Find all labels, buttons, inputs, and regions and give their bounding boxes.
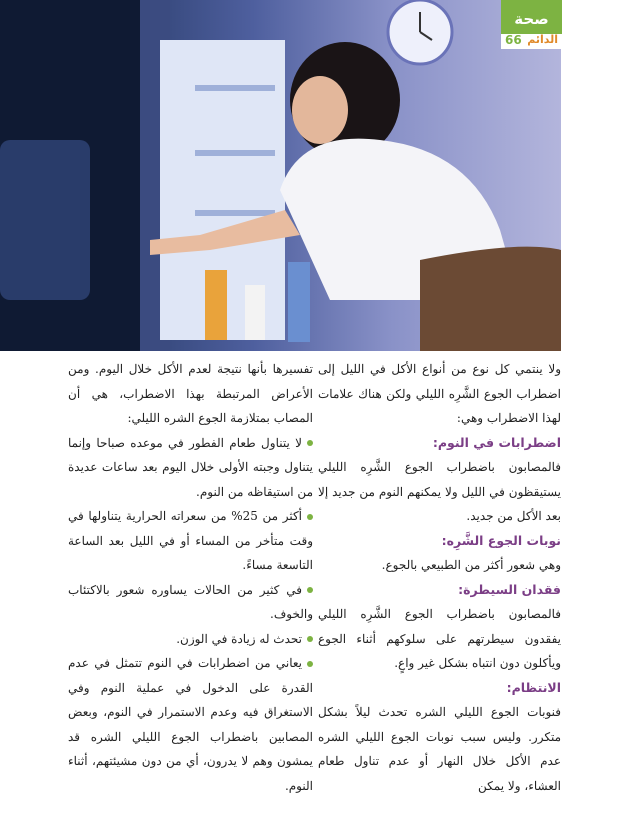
binge-episodes-body: وهي شعور أكثر من الطبيعي بالجوع. xyxy=(381,558,561,572)
loss-of-control-body: فالمصابون باضطراب الجوع الشَّرِه الليلي يفقدون سيطرتهم على سلوكهم أثناء الجوع ويأكلون دون انتباه بشكل غير واعٍ. xyxy=(318,607,561,670)
right-text-column xyxy=(318,357,561,798)
header-photo xyxy=(0,0,561,351)
section-label: صحة xyxy=(501,0,562,34)
sleep-disorders-heading: اضطرابات في النوم: xyxy=(432,434,561,450)
section-badge xyxy=(501,0,562,49)
loss-of-control-heading: فقدان السيطرة: xyxy=(458,581,561,597)
symptom-bullet: تحدث له زيادة في الوزن. xyxy=(68,627,313,652)
regularity-heading: الانتظام: xyxy=(506,679,561,695)
page-number: 66 xyxy=(505,33,522,47)
binge-episodes-heading: نوبات الجوع الشَّرِه: xyxy=(441,532,561,548)
symptom-bullet: يعاني من اضطرابات في النوم تتمثل في عدم القدرة على الدخول في عملية النوم وفي الاستغراق فيه وعدم الاستمرار في النوم، وبعض المصابين باضطراب الجوع الليلي الشره قد يمشون وهم لا يدرون، أي من دون مشيئتهم، أثناء النوم. xyxy=(68,651,313,798)
regularity-body: فنوبات الجوع الليلي الشره تحدث ليلاً بشكل متكرر. وليس سبب نوبات الجوع الليلي الشره عدم الأكل خلال النهار أو عدم تناول طعام العشاء، ولا يمكن xyxy=(318,705,561,793)
sleep-disorders-body: فالمصابون باضطراب الجوع الشَّرِه الليلي يستيقظون في الليل ولا يمكنهم النوم من جديد إلا بعد الأكل من جديد. xyxy=(318,460,561,523)
left-text-column xyxy=(68,357,313,798)
symptom-bullet: في كثير من الحالات يساوره شعور بالاكتئاب والخوف. xyxy=(68,578,313,627)
continuation-paragraph: تفسيرها بأنها نتيجة لعدم الأكل خلال اليوم. ومن الأعراض المرتبطة بهذا الاضطراب، هي أن المصاب بمتلازمة الجوع الشره الليلي: xyxy=(68,362,313,425)
magazine-brand: الدائم xyxy=(527,33,558,46)
intro-paragraph: ولا ينتمي كل نوع من أنواع الأكل في الليل إلى اضطراب الجوع الشَّرِه الليلي ولكن هناك علامات لهذا الاضطراب وهي: xyxy=(318,362,561,425)
symptom-bullet: لا يتناول طعام الفطور في موعده صباحا وإنما يتناول وجبته الأولى خلال اليوم بعد ساعات عديدة من استيقاظه من النوم. xyxy=(68,431,313,505)
symptom-bullet: أكثر من 25% من سعراته الحرارية يتناولها في وقت متأخر من المساء أو في الليل بعد الساعة التاسعة مساءً. xyxy=(68,504,313,578)
woman-yawning-at-fridge-photo xyxy=(0,0,561,351)
